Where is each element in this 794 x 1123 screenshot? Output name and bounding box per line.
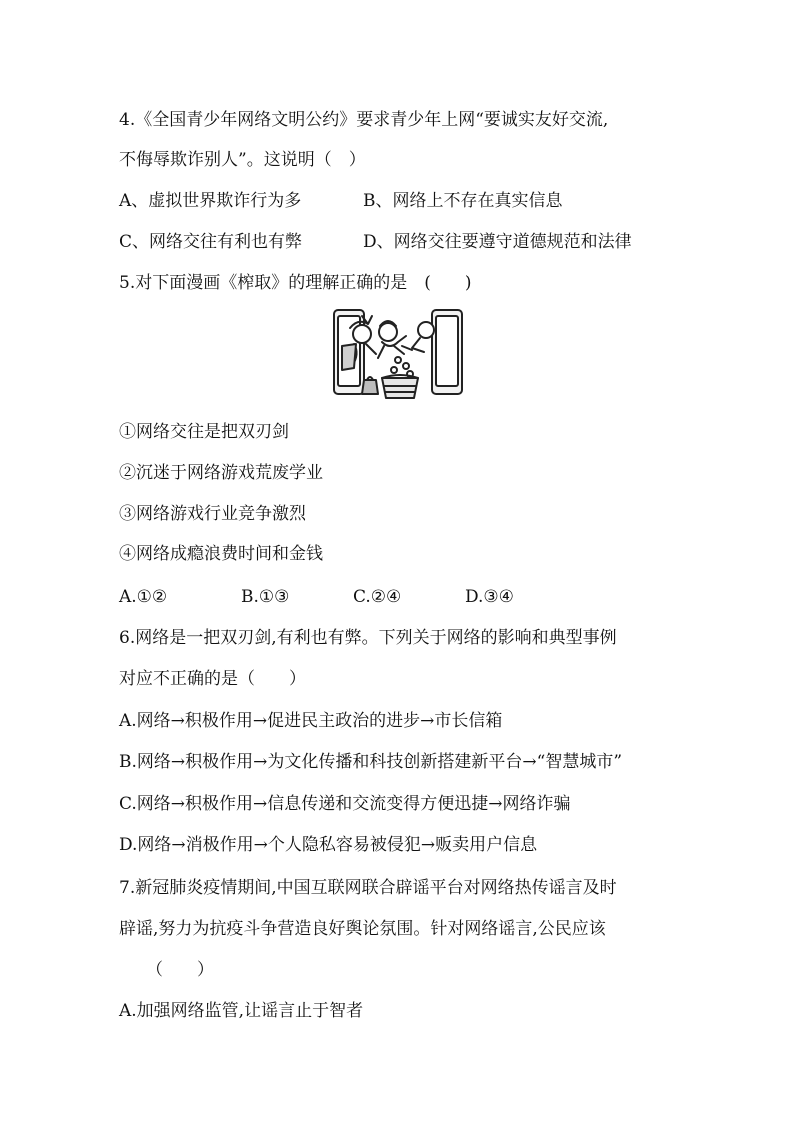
- q7-stem-line1: 7.新冠肺炎疫情期间,中国互联网联合辟谣平台对网络热传谣言及时: [119, 878, 617, 898]
- q6-option-d: D.网络→消极作用→个人隐私容易被侵犯→贩卖用户信息: [119, 835, 538, 855]
- q4-option-a: A、虚拟世界欺诈行为多: [119, 191, 302, 211]
- q5-option-c: C.②④: [353, 587, 402, 607]
- q6-stem-line2: 对应不正确的是（ ）: [119, 669, 306, 689]
- q6-option-b: B.网络→积极作用→为文化传播和科技创新搭建新平台→“智慧城市”: [119, 752, 623, 772]
- q5-option-b: B.①③: [241, 587, 290, 607]
- q5-option-d: D.③④: [465, 587, 514, 607]
- q5-statement-3: ③网络游戏行业竞争激烈: [119, 504, 306, 524]
- q7-option-a: A.加强网络监管,让谣言止于智者: [119, 1001, 364, 1021]
- q4-stem-line2: 不侮辱欺诈别人”。这说明（ ）: [119, 150, 366, 170]
- q5-stem: 5.对下面漫画《榨取》的理解正确的是 ( ): [119, 273, 472, 293]
- q7-stem-line2: 辟谣,努力为抗疫斗争营造良好舆论氛围。针对网络谣言,公民应该: [119, 919, 606, 939]
- q5-option-a: A.①②: [119, 587, 168, 607]
- q4-option-c: C、网络交往有利也有弊: [119, 232, 303, 252]
- cartoon-image: [328, 306, 464, 404]
- q5-statement-1: ①网络交往是把双刃剑: [119, 422, 289, 442]
- q6-option-c: C.网络→积极作用→信息传递和交流变得方便迅捷→网络诈骗: [119, 794, 571, 814]
- q4-option-d: D、网络交往要遵守道德规范和法律: [363, 232, 632, 252]
- q7-stem-line3: （ ）: [146, 960, 214, 980]
- q5-statement-2: ②沉迷于网络游戏荒废学业: [119, 463, 323, 483]
- q5-statement-4: ④网络成瘾浪费时间和金钱: [119, 544, 323, 564]
- q6-option-a: A.网络→积极作用→促进民主政治的进步→市长信箱: [119, 711, 503, 731]
- q4-stem-line1: 4.《全国青少年网络文明公约》要求青少年上网“要诚实友好交流,: [119, 110, 609, 130]
- q6-stem-line1: 6.网络是一把双刃剑,有利也有弊。下列关于网络的影响和典型事例: [119, 628, 617, 648]
- q4-option-b: B、网络上不存在真实信息: [363, 191, 563, 211]
